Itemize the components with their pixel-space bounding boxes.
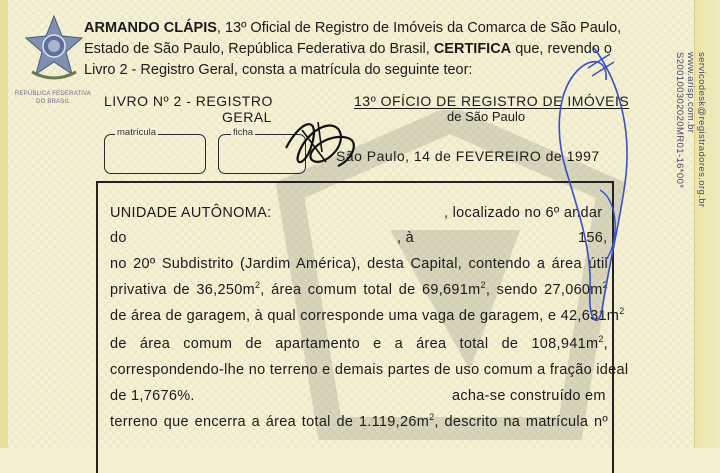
brazil-coat-of-arms-icon [24,14,84,84]
registrar-name: ARMANDO CLÁPIS [84,20,217,36]
line2-number: 156, [578,230,608,246]
floor-text: , localizado no 6º andar [444,205,603,221]
side-email: servicodesk@registradores.org.br [696,52,707,208]
matricula-box [104,127,206,174]
issue-date: São Paulo, 14 de FEVEREIRO de 1997 [336,148,600,164]
body-line4 [110,282,608,298]
line2-do: do [110,230,127,246]
signature [282,108,362,178]
body-line5-a: de área de garagem, à qual corresponde uma vaga de garagem, e 42,631m [110,308,620,324]
sup-d: 2 [619,306,625,316]
body-line8-a: de 1,7676%. [110,388,195,404]
body-line7: correspondendo-lhe no terreno e demais partes de uso comum a fração ideal [110,362,629,378]
unit-label: UNIDADE AUTÔNOMA: [110,205,272,221]
side-site: www.arisp.com.br [685,52,696,134]
emblem-caption-line1: REPÚBLICA FEDERATIVA [14,91,92,97]
line2-a: , à [397,230,415,246]
sup-b: 2 [480,280,486,290]
body-line8-b: acha-se construído em [452,388,606,404]
body-line9-a: terreno que encerra a área total de 1.119,26m [110,414,430,430]
blue-pen-scribble [548,40,638,330]
body-line6-a: de área comum de apartamento e a área total de 108,941m [110,336,599,352]
sup-c: 2 [602,280,608,290]
body-line4-b: , área comum total de 69,691m [260,282,481,298]
matricula-label: matrícula [117,127,157,138]
body-line3: no 20º Subdistrito (Jardim América), desta Capital, contendo a área útil [110,256,608,272]
side-code: S200100302020MR01-16*00* [674,52,685,189]
emblem-caption [10,90,96,106]
header-line3: Livro 2 - Registro Geral, consta a matrícula do seguinte teor: [84,62,473,78]
body-line6-b: , [603,336,608,352]
oficio-city: de São Paulo [447,109,526,124]
header-line1: , 13º Oficial de Registro de Imóveis da Comarca de São Paulo, [216,20,622,36]
body-line6 [110,336,608,352]
header-line2: Estado de São Paulo, República Federativa do Brasil, [84,41,430,57]
sup-a: 2 [254,280,261,290]
emblem-caption-line2: DO BRASIL [36,99,70,105]
livro-subtitle: GERAL [222,109,272,125]
livro-title: LIVRO Nº 2 - REGISTRO [104,93,273,109]
certifica-word: CERTIFICA [433,41,512,57]
body-line9 [110,414,608,430]
ficha-label: ficha [233,127,254,138]
left-security-border [0,0,8,448]
header-line2-end: que, revendo o [511,41,612,57]
sup-e: 2 [598,334,604,344]
body-line4-a: privativa de 36,250m [110,282,255,298]
sup-f: 2 [429,412,435,422]
body-line9-b: , descrito na matrícula nº [434,414,608,430]
body-line4-c: , sendo 27,060m [485,282,603,298]
body-line5 [110,306,625,324]
oficio-title: 13º OFÍCIO DE REGISTRO DE IMÓVEIS [354,93,630,109]
